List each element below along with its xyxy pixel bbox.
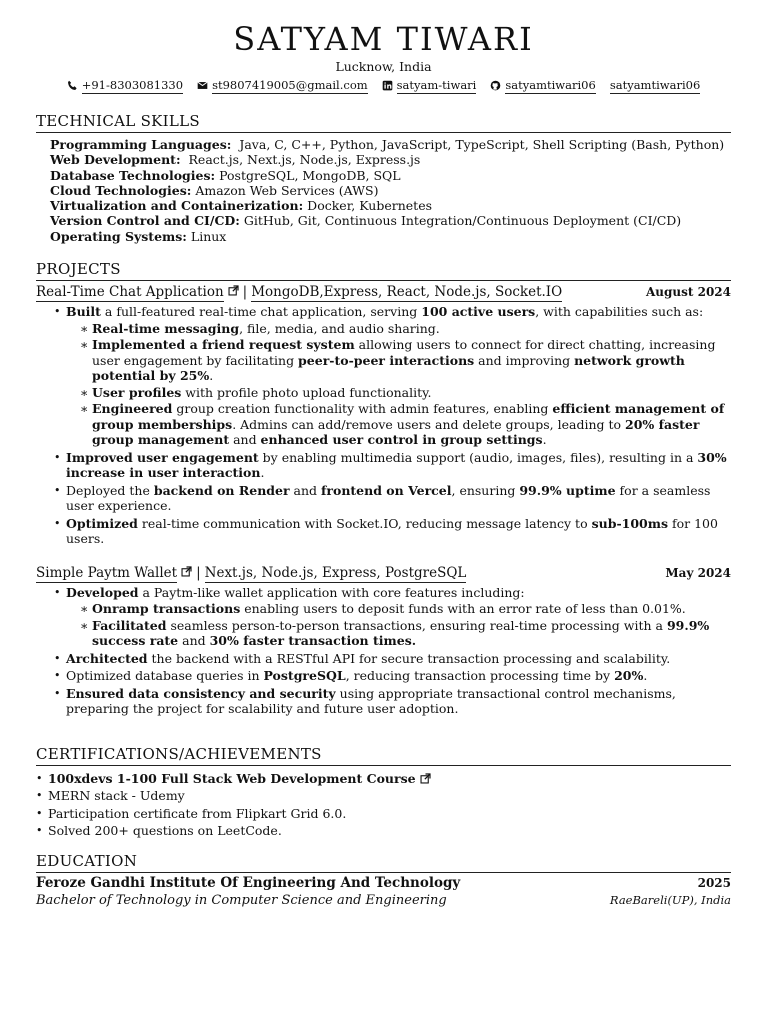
certifications-section-title: CERTIFICATIONS/ACHIEVEMENTS (36, 745, 731, 766)
list-item (36, 770, 731, 788)
project-title-line (36, 565, 466, 583)
text: . (643, 668, 648, 684)
skill-row (50, 137, 731, 152)
cert-link[interactable]: 100xdevs 1-100 Full Stack Web Development Course (48, 770, 416, 786)
bold-text: Developed (66, 584, 139, 600)
skill-row (50, 229, 731, 244)
sub-list (66, 321, 731, 448)
list-item (54, 686, 731, 717)
contact-bar (36, 77, 731, 94)
bold-text: frontend on Vercel (321, 482, 452, 498)
text: real-time communication with Socket.IO, reducing message latency to (137, 515, 592, 531)
skill-row (50, 152, 731, 167)
institution-name: Feroze Gandhi Institute Of Engineering And Technology (36, 874, 461, 891)
contact-phone[interactable] (67, 77, 183, 94)
project-date: August 2024 (645, 285, 731, 300)
text: MERN stack - Udemy (48, 788, 185, 804)
text: enabling users to deposit funds with an error rate of less than 0.01%. (240, 601, 686, 617)
list-item (54, 585, 731, 649)
education-section-title: EDUCATION (36, 852, 731, 873)
sub-item (80, 618, 731, 649)
text: for 100 users. (66, 515, 718, 547)
bold-text: 30% increase in user interaction (66, 449, 727, 481)
certifications-list (36, 770, 731, 840)
bold-text: backend on Render (153, 482, 290, 498)
list-item (36, 805, 731, 823)
sub-item (80, 401, 731, 448)
bold-text: efficient management of group memberships (92, 401, 725, 432)
skill-label: Virtualization and Containerization: (50, 198, 304, 214)
skill-value: Amazon Web Services (AWS) (195, 182, 379, 198)
list-item (54, 651, 731, 667)
project-stack: Next.js, Node.js, Express, PostgreSQL (204, 564, 467, 581)
resume-page (36, 0, 731, 909)
project-title-line (36, 284, 562, 302)
education-row (36, 875, 731, 892)
skill-value: Java, C, C++, Python, JavaScript, TypeScript, Shell Scripting (Bash, Python) (239, 137, 725, 152)
skill-value: React.js, Next.js, Node.js, Express.js (188, 152, 421, 168)
skill-value: Linux (190, 228, 227, 244)
sub-item (80, 601, 731, 617)
separator: | (242, 284, 248, 301)
bold-text: PostgreSQL (263, 668, 346, 684)
project-name-link[interactable]: Simple Paytm Wallet (36, 564, 178, 581)
project-stack: MongoDB,Express, React, Node.js, Socket.IO (251, 284, 563, 301)
sub-item (80, 321, 731, 337)
text: , reducing transaction processing time by (345, 668, 615, 684)
text: by enabling multimedia support (audio, images, files), resulting in a (258, 449, 698, 465)
list-item (54, 304, 731, 448)
project-date: May 2024 (665, 565, 731, 580)
degree-name: Bachelor of Technology in Computer Science and Engineering (36, 892, 447, 908)
institution-location: RaeBareli(UP), India (609, 892, 731, 907)
text: , with capabilities such as: (535, 304, 704, 320)
bold-text: 20% (614, 668, 644, 684)
list-item (54, 450, 731, 481)
skill-value: PostgreSQL, MongoDB, SQL (219, 167, 401, 183)
bold-text: Onramp transactions (92, 601, 241, 617)
list-item (54, 483, 731, 514)
skill-value: Docker, Kubernetes (307, 198, 433, 214)
project-name-link[interactable]: Real-Time Chat Application (36, 284, 224, 301)
linkedin-link[interactable]: satyam-tiwari (396, 78, 477, 92)
project-header-chat (36, 284, 731, 302)
text: with profile photo upload functionality. (181, 384, 432, 400)
education-row (36, 892, 731, 909)
bold-text: network growth potential by 25% (92, 352, 685, 384)
skill-row (50, 198, 731, 213)
skill-label: Version Control and CI/CD: (50, 213, 240, 229)
list-item (36, 787, 731, 805)
external-link-icon[interactable] (181, 566, 192, 577)
bold-text: User profiles (92, 384, 182, 400)
text: and improving (474, 352, 575, 368)
bold-text: enhanced user control in group settings (260, 432, 543, 448)
linkedin-icon (382, 80, 393, 91)
skills-list (36, 137, 731, 244)
bold-text: 30% faster transaction times. (209, 633, 417, 649)
text: , ensuring (451, 482, 520, 498)
bold-text: 100 active users (421, 304, 536, 320)
skill-label: Cloud Technologies: (50, 182, 192, 198)
graduation-year: 2025 (697, 875, 731, 890)
bold-text: Optimized (66, 515, 138, 531)
text: allowing users to connect for direct chatting, increasing user engagement by facilitating (92, 337, 716, 368)
text: the backend with a RESTful API for secure transaction processing and scalability. (147, 650, 671, 666)
skill-value: GitHub, Git, Continuous Integration/Continuous Deployment (CI/CD) (243, 213, 682, 229)
github-icon (490, 80, 501, 91)
text: Solved 200+ questions on LeetCode. (48, 823, 282, 839)
bold-text: sub-100ms (591, 515, 668, 531)
bold-text: Improved user engagement (66, 449, 259, 465)
text: Optimized database queries in (66, 668, 264, 684)
github-link[interactable]: satyamtiwari06 (505, 78, 596, 92)
skill-label: Web Development: (50, 152, 181, 168)
list-item (54, 516, 731, 547)
envelope-icon (197, 80, 208, 91)
sub-item (80, 385, 731, 401)
text: . (209, 368, 214, 384)
contact-linkedin[interactable] (382, 77, 477, 94)
external-link-icon[interactable] (228, 285, 239, 296)
paytm-bullets (36, 585, 731, 717)
bold-text: Built (66, 304, 101, 320)
separator: | (196, 564, 201, 581)
bold-text: 99.9% uptime (519, 482, 616, 498)
bold-text: Implemented a friend request system (92, 337, 355, 353)
bold-text: Ensured data consistency and security (66, 685, 336, 701)
skill-label: Programming Languages: (50, 137, 232, 152)
phone-icon (67, 80, 78, 91)
text: using appropriate transactional control mechanisms, preparing the project for scalability and future user adoption. (66, 685, 676, 717)
skill-label: Operating Systems: (50, 228, 187, 244)
bold-text: peer-to-peer interactions (298, 352, 475, 368)
text: seamless person-to-person transactions, ensuring real-time processing with a (166, 617, 667, 633)
phone-link[interactable]: +91-8303081330 (81, 78, 184, 92)
bold-text: Engineered (92, 401, 173, 417)
text: a Paytm-like wallet application with core features including: (138, 584, 525, 600)
bold-text: Real-time messaging (92, 320, 240, 336)
text: group creation functionality with admin features, enabling (172, 401, 553, 417)
text: for a seamless user experience. (66, 482, 711, 514)
sub-list (66, 601, 731, 649)
sub-item (80, 337, 731, 384)
list-item (54, 668, 731, 684)
text: . (260, 465, 265, 481)
extra-link[interactable]: satyamtiwari06 (609, 78, 701, 92)
text: Deployed the (66, 482, 154, 498)
list-item (36, 822, 731, 840)
text: and (178, 633, 210, 649)
bold-text: Facilitated (92, 617, 167, 633)
contact-github[interactable] (490, 77, 595, 94)
text: , file, media, and audio sharing. (239, 320, 440, 336)
text: Participation certificate from Flipkart Grid 6.0. (48, 805, 347, 821)
skill-label: Database Technologies: (50, 167, 216, 183)
skill-row (50, 168, 731, 183)
skill-row (50, 183, 731, 198)
candidate-location: Lucknow, India (335, 59, 432, 74)
projects-section-title: PROJECTS (36, 260, 731, 281)
bold-text: 99.9% success rate (92, 617, 710, 649)
bold-text: Architected (66, 650, 148, 666)
text: . (542, 432, 547, 448)
external-link-icon[interactable] (420, 773, 431, 784)
email-link[interactable]: st9807419005@gmail.com (212, 78, 368, 92)
skill-row (50, 213, 731, 228)
text: and (289, 482, 322, 498)
candidate-name: SATYAM TIWARI (233, 20, 534, 58)
text: and (229, 432, 261, 448)
contact-extra[interactable] (610, 77, 700, 94)
text: . Admins can add/remove users and delete groups, leading to (232, 416, 625, 432)
contact-email[interactable] (197, 77, 368, 94)
chat-bullets (36, 304, 731, 547)
bold-text: 20% faster group management (92, 416, 700, 448)
text: a full-featured real-time chat application, serving (100, 304, 422, 320)
skills-section-title: TECHNICAL SKILLS (36, 112, 731, 133)
project-header-paytm (36, 565, 731, 583)
